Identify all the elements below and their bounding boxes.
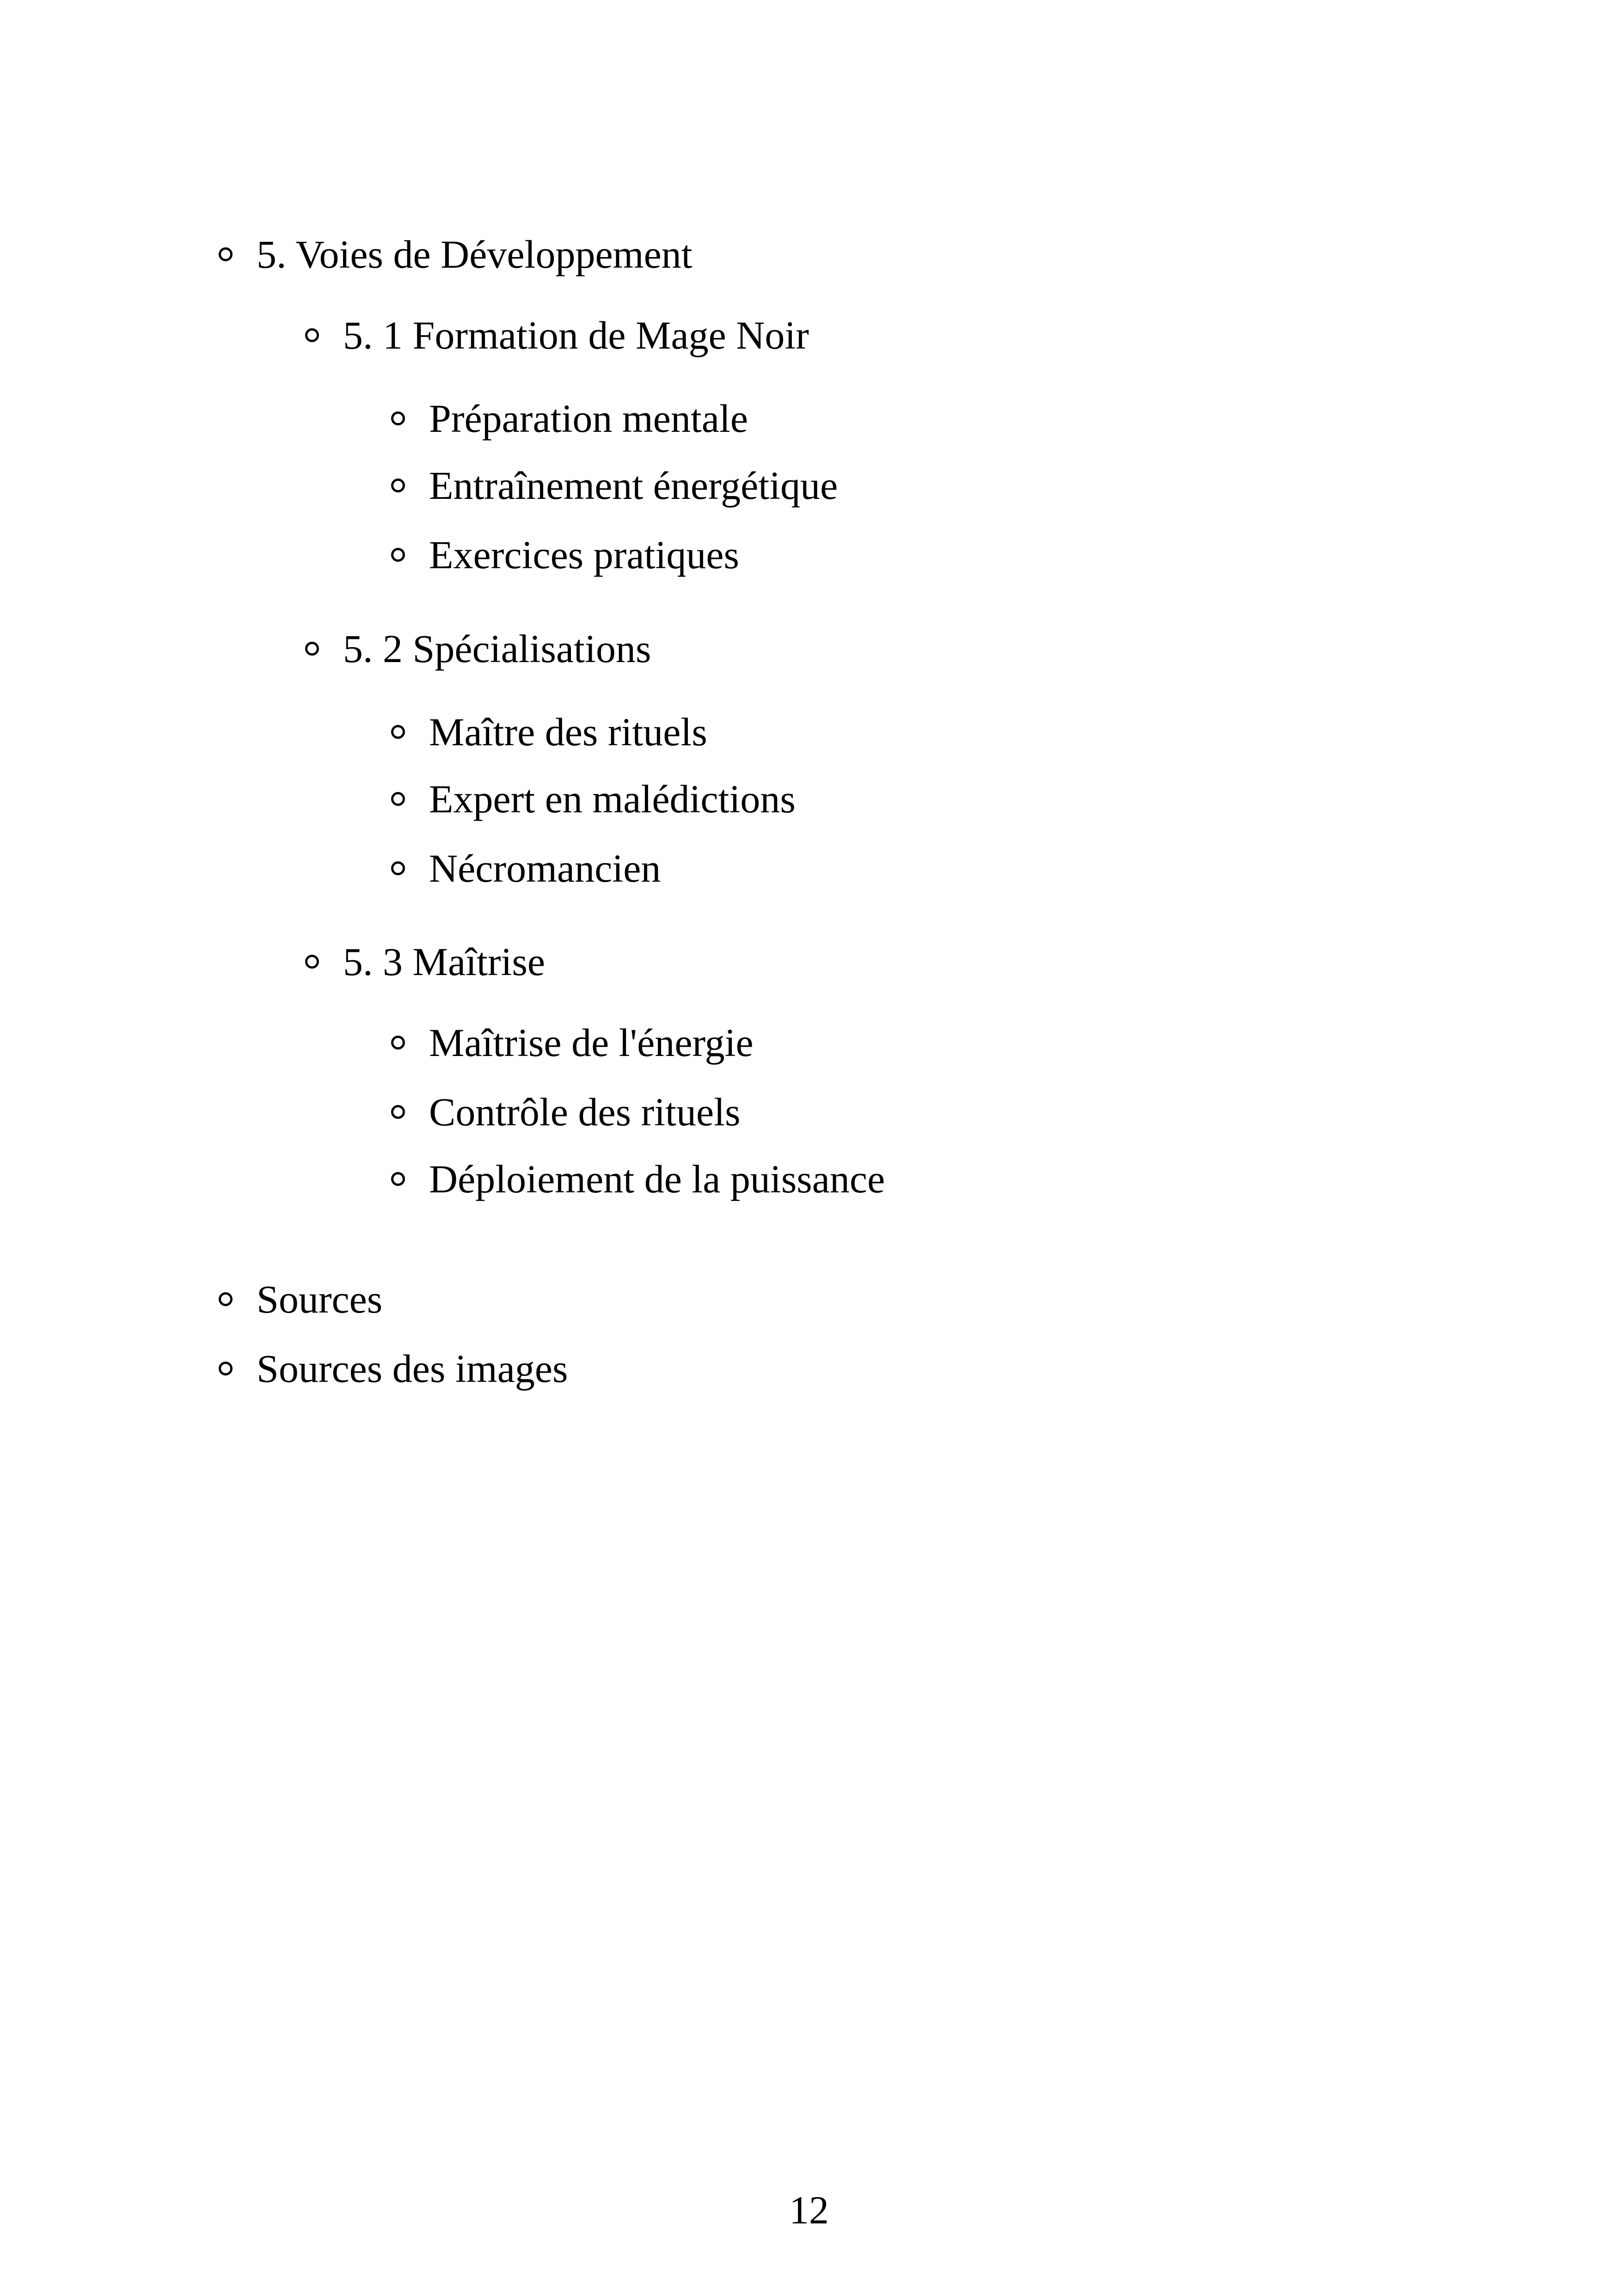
circle-bullet-icon bbox=[391, 725, 405, 739]
toc-item-sources-des-images bbox=[219, 1341, 568, 1396]
circle-bullet-icon bbox=[391, 792, 405, 806]
circle-bullet-icon bbox=[391, 479, 405, 492]
toc-item-preparation-mentale bbox=[391, 391, 748, 446]
circle-bullet-icon bbox=[305, 642, 319, 656]
toc-item-necromancien bbox=[391, 841, 661, 896]
toc-item-exercices-pratiques bbox=[391, 527, 739, 583]
toc-item-label: Déploiement de la puissance bbox=[429, 1157, 885, 1201]
toc-item-label: Exercices pratiques bbox=[429, 533, 739, 577]
toc-item-label: 5. Voies de Développement bbox=[257, 232, 693, 276]
circle-bullet-icon bbox=[219, 247, 233, 261]
circle-bullet-icon bbox=[391, 411, 405, 425]
toc-item-maitre-des-rituels bbox=[391, 704, 707, 760]
circle-bullet-icon bbox=[305, 328, 319, 342]
circle-bullet-icon bbox=[219, 1362, 233, 1375]
circle-bullet-icon bbox=[391, 861, 405, 875]
toc-item-controle-des-rituels bbox=[391, 1084, 741, 1140]
toc-item-label: Contrôle des rituels bbox=[429, 1090, 741, 1134]
circle-bullet-icon bbox=[391, 1036, 405, 1050]
toc-item-voies-de-developpement bbox=[219, 227, 693, 282]
toc-item-maitrise bbox=[305, 934, 545, 989]
toc-item-label: Maître des rituels bbox=[429, 710, 707, 754]
toc-item-label: Préparation mentale bbox=[429, 396, 748, 441]
circle-bullet-icon bbox=[391, 1105, 405, 1119]
page-number: 12 bbox=[789, 2188, 829, 2232]
toc-item-label: Entraînement énergétique bbox=[429, 463, 838, 508]
circle-bullet-icon bbox=[305, 955, 319, 969]
toc-item-deploiement-de-la-puissance bbox=[391, 1151, 885, 1207]
circle-bullet-icon bbox=[391, 548, 405, 562]
toc-item-specialisations bbox=[305, 621, 651, 676]
toc-item-entrainement-energetique bbox=[391, 458, 838, 513]
toc-item-label: 5. 1 Formation de Mage Noir bbox=[343, 313, 809, 357]
toc-item-label: 5. 3 Maîtrise bbox=[343, 939, 545, 984]
toc-item-label: Expert en malédictions bbox=[429, 777, 796, 821]
toc-item-label: Sources des images bbox=[257, 1346, 568, 1391]
toc-item-label: 5. 2 Spécialisations bbox=[343, 626, 651, 671]
toc-item-expert-en-maledictions bbox=[391, 771, 796, 827]
toc-item-label: Nécromancien bbox=[429, 846, 661, 890]
toc-item-formation-de-mage-noir bbox=[305, 307, 809, 363]
toc-item-label: Sources bbox=[257, 1277, 383, 1321]
toc-item-maitrise-de-l-energie bbox=[391, 1015, 754, 1070]
toc-item-sources bbox=[219, 1271, 382, 1327]
toc-item-label: Maîtrise de l'énergie bbox=[429, 1020, 754, 1065]
circle-bullet-icon bbox=[391, 1172, 405, 1186]
circle-bullet-icon bbox=[219, 1292, 233, 1306]
